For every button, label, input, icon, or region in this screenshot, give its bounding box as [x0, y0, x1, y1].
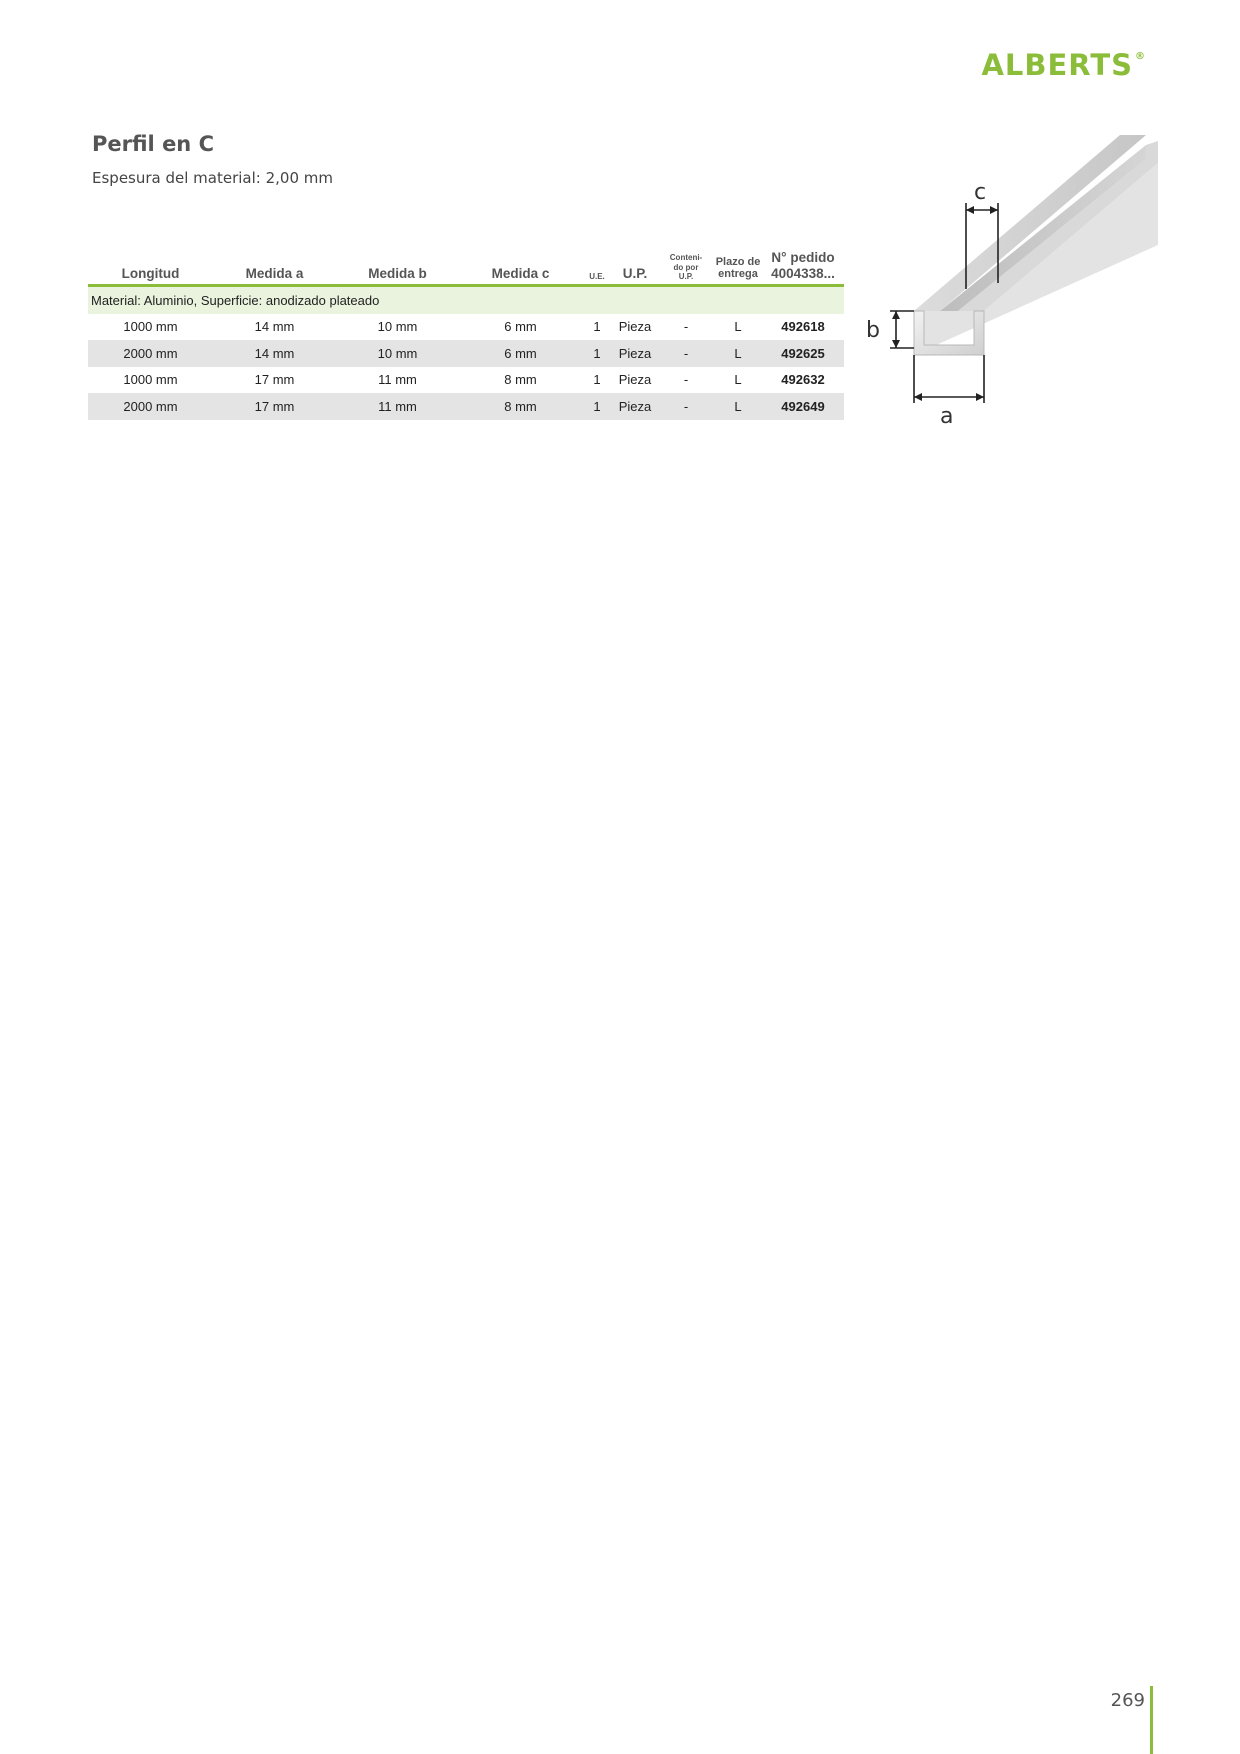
cell-medida-c: 8 mm: [459, 393, 582, 420]
cell-longitud: 1000 mm: [123, 372, 178, 388]
cell-up: Pieza: [618, 319, 652, 335]
cell-ue: 1: [582, 340, 612, 367]
product-subtitle: Espesura del material: 2,00 mm: [92, 169, 333, 187]
dimension-b-label: b: [866, 318, 880, 343]
col-header-ue: U.E.: [582, 250, 612, 286]
cell-pedido: 492632: [781, 372, 825, 388]
cell-medida-c: 8 mm: [504, 372, 537, 388]
cell-ue: 1: [593, 372, 601, 388]
cell-ue: 1: [582, 393, 612, 420]
col-header-pedido-line2: 4004338...: [771, 265, 835, 281]
cell-longitud: 2000 mm: [88, 340, 213, 367]
brand-logo: [981, 48, 1146, 82]
table-row: [88, 340, 844, 367]
cell-contenido: -: [683, 372, 689, 388]
cell-pedido: 492618: [781, 319, 825, 335]
cell-up: Pieza: [612, 393, 658, 420]
table-row: [88, 314, 844, 341]
page-number-accent-bar: [1150, 1686, 1153, 1754]
brand-name: ALBERTS: [981, 48, 1133, 82]
col-header-plazo-line1: Plazo de: [715, 255, 761, 268]
cell-medida-a: 17 mm: [254, 372, 295, 388]
col-header-medida-a: Medida a: [213, 250, 336, 286]
cell-up: Pieza: [612, 340, 658, 367]
cell-pedido: 492649: [762, 393, 844, 420]
material-group-row: [88, 286, 844, 314]
col-header-pedido-line1: N° pedido: [771, 250, 835, 265]
col-header-plazo: [714, 250, 762, 286]
cell-medida-a: 14 mm: [254, 319, 295, 335]
cell-medida-a: 17 mm: [213, 393, 336, 420]
cell-plazo: L: [734, 319, 742, 335]
cell-pedido: 492625: [762, 340, 844, 367]
cell-plazo: L: [714, 340, 762, 367]
registered-mark: ®: [1135, 51, 1146, 62]
cell-plazo: L: [734, 372, 742, 388]
cell-longitud: 2000 mm: [88, 393, 213, 420]
dimension-a-label: a: [940, 404, 954, 425]
cell-up: Pieza: [618, 372, 652, 388]
col-header-contenido: [658, 250, 714, 286]
col-header-contenido-line1: Conteni-: [669, 253, 703, 263]
cell-ue: 1: [593, 319, 601, 335]
cell-medida-b: 11 mm: [378, 372, 417, 388]
table-header-row: [88, 250, 844, 286]
col-header-medida-b: Medida b: [336, 250, 459, 286]
material-group-label: Material: Aluminio, Superficie: anodizado plateado: [88, 286, 844, 314]
col-header-longitud: Longitud: [88, 250, 213, 286]
table-row: [88, 367, 844, 394]
col-header-plazo-line2: entrega: [718, 268, 758, 281]
col-header-up: U.P.: [612, 250, 658, 286]
cell-medida-b: 10 mm: [377, 319, 418, 335]
cell-contenido: -: [658, 393, 714, 420]
col-header-contenido-line3: U.P.: [678, 271, 694, 281]
cell-longitud: 1000 mm: [123, 319, 178, 335]
cell-contenido: -: [658, 340, 714, 367]
col-header-contenido-line2: do por: [673, 262, 699, 272]
cell-plazo: L: [714, 393, 762, 420]
cell-medida-c: 6 mm: [459, 340, 582, 367]
col-header-medida-c: Medida c: [459, 250, 582, 286]
product-title: Perfil en C: [92, 132, 214, 156]
product-table-container: [88, 250, 844, 420]
cell-medida-c: 6 mm: [504, 319, 537, 335]
page-number: 269: [1110, 1690, 1145, 1711]
cell-medida-b: 11 mm: [336, 393, 459, 420]
cell-contenido: -: [683, 319, 689, 335]
dimension-c-label: c: [974, 180, 987, 205]
cell-medida-a: 14 mm: [213, 340, 336, 367]
cell-medida-b: 10 mm: [336, 340, 459, 367]
table-row: [88, 393, 844, 420]
product-table: [88, 250, 844, 420]
c-profile-diagram: [862, 133, 1158, 425]
col-header-pedido: [762, 250, 844, 286]
